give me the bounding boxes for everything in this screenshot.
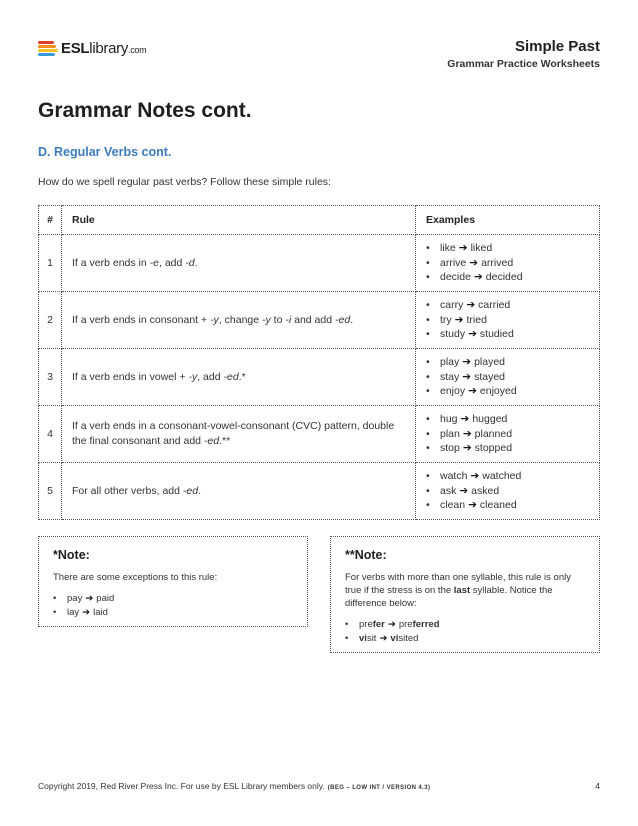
rule-text-part: If a verb ends in a consonant-vowel-consonant (CVC) pattern, double the final consonant and add — [72, 420, 395, 447]
example-item — [426, 298, 589, 313]
example-item — [426, 256, 589, 271]
past-verb: hugged — [472, 413, 508, 426]
past-verb — [399, 619, 440, 630]
arrow-right-icon: ➔ — [460, 413, 470, 426]
example-list — [426, 469, 589, 513]
section-intro: How do we spell regular past verbs? Follow these simple rules: — [38, 176, 331, 188]
rule-examples — [416, 406, 600, 463]
arrow-right-icon: ➔ — [458, 242, 468, 255]
arrow-right-icon: ➔ — [462, 427, 472, 440]
base-verb: play — [440, 356, 460, 369]
example-item — [426, 384, 589, 399]
logo-word: library — [89, 39, 129, 57]
header-rule: Rule — [62, 206, 416, 235]
example-item — [426, 327, 589, 342]
rule-ending: -e — [149, 256, 159, 269]
table-body — [39, 235, 600, 520]
example-item — [426, 441, 589, 456]
rule-examples — [416, 235, 600, 292]
table-header-row — [39, 206, 600, 235]
level-version-tag: (BEG – LOW INT / VERSION 4.3) — [327, 785, 431, 791]
arrow-right-icon: ➔ — [387, 619, 396, 630]
note-body — [345, 571, 585, 645]
rule-text-part: .* — [238, 370, 246, 383]
past-verb: carried — [478, 299, 511, 312]
rule-number: 2 — [39, 292, 62, 349]
rule-text — [62, 235, 416, 292]
example-item — [426, 469, 589, 484]
rule-number: 5 — [39, 463, 62, 520]
example-item — [426, 370, 589, 385]
rule-text-part: .** — [219, 435, 231, 447]
table-row — [39, 463, 600, 520]
past-verb: stopped — [474, 442, 513, 455]
base-verb: watch — [440, 470, 468, 483]
example-list — [426, 412, 589, 456]
list-item — [53, 606, 293, 620]
base-verb: decide — [440, 271, 471, 284]
note-box-stress — [330, 536, 600, 653]
example-item — [426, 241, 589, 256]
logo-brand: ESL — [61, 39, 90, 57]
past-verb: tried — [466, 313, 487, 326]
footer-copyright — [38, 781, 430, 791]
base-verb: arrive — [440, 256, 467, 269]
rule-number: 4 — [39, 406, 62, 463]
page-title: Grammar Notes cont. — [38, 99, 252, 122]
base-verb: try — [440, 313, 452, 326]
past-verb: asked — [471, 484, 500, 497]
book-stack-icon — [38, 39, 58, 57]
stressed-syllable: vi — [390, 632, 399, 644]
note-example-list — [53, 592, 293, 619]
stressed-syllable: vi — [359, 632, 367, 644]
syllable: pre — [359, 619, 373, 630]
rule-ending: -d — [185, 256, 195, 269]
worksheet-subtitle: Grammar Practice Worksheets — [447, 58, 600, 70]
arrow-right-icon: ➔ — [468, 385, 477, 398]
base-verb — [359, 619, 385, 630]
example-list — [426, 298, 589, 342]
worksheet-header — [447, 38, 600, 71]
rule-examples — [416, 349, 600, 406]
past-verb: watched — [482, 470, 522, 483]
arrow-right-icon: ➔ — [462, 370, 472, 383]
base-verb: plan — [440, 427, 460, 440]
example-item — [426, 427, 589, 442]
worksheet-title: Simple Past — [514, 38, 600, 55]
logo-domain: .com — [128, 44, 147, 55]
past-verb: arrived — [481, 256, 514, 269]
note-title: *Note: — [53, 548, 90, 562]
base-verb — [359, 633, 376, 644]
table-row — [39, 235, 600, 292]
base-verb: pay — [67, 593, 83, 604]
rule-number: 3 — [39, 349, 62, 406]
base-verb: stop — [440, 442, 460, 455]
arrow-right-icon: ➔ — [468, 328, 477, 341]
note-text — [345, 571, 585, 610]
rule-text — [62, 349, 416, 406]
note-body — [53, 571, 293, 619]
past-verb: played — [474, 356, 506, 369]
arrow-right-icon: ➔ — [469, 256, 479, 269]
past-verb — [390, 633, 418, 644]
example-item — [426, 355, 589, 370]
past-verb: paid — [96, 593, 115, 604]
example-item — [426, 484, 589, 499]
rule-text-part: If a verb ends in consonant + — [72, 313, 211, 326]
arrow-right-icon: ➔ — [379, 632, 388, 644]
table-row — [39, 349, 600, 406]
syllable: pre — [398, 619, 413, 630]
note-box-exceptions — [38, 536, 308, 627]
base-verb: carry — [440, 299, 464, 312]
header-num: # — [39, 206, 62, 235]
rule-ending: -y — [262, 313, 271, 326]
rule-ending: -ed — [335, 313, 351, 326]
past-verb: stayed — [474, 370, 506, 383]
page-number: 4 — [595, 781, 600, 791]
past-verb: laid — [93, 606, 108, 618]
example-item — [426, 412, 589, 427]
example-item — [426, 270, 589, 285]
past-verb: enjoyed — [479, 385, 517, 398]
rule-text — [62, 292, 416, 349]
rule-ending: -y — [210, 313, 219, 326]
list-item — [345, 632, 585, 646]
arrow-right-icon: ➔ — [468, 499, 477, 512]
rule-text-part: . — [198, 484, 201, 497]
rule-text-part: and add — [291, 313, 335, 326]
rule-text-part: . — [350, 313, 354, 326]
arrow-right-icon: ➔ — [85, 593, 94, 604]
header-examples: Examples — [416, 206, 600, 235]
rule-ending: -ed — [182, 484, 199, 497]
note-text-emphasis: last — [453, 585, 471, 596]
example-item — [426, 498, 589, 513]
base-verb: stay — [440, 370, 460, 383]
rule-text — [62, 406, 416, 463]
past-verb: cleaned — [479, 499, 517, 512]
section-title: D. Regular Verbs cont. — [38, 145, 172, 159]
arrow-right-icon: ➔ — [82, 606, 91, 618]
arrow-right-icon: ➔ — [466, 299, 476, 312]
table-row — [39, 292, 600, 349]
copyright-text: Copyright 2019, Red River Press Inc. For use by ESL Library members only. — [38, 781, 325, 791]
rule-text-part: . — [194, 256, 198, 269]
rule-ending: -ed — [223, 370, 239, 383]
logo-wordmark — [61, 40, 146, 57]
rule-ending: -ed — [203, 435, 220, 447]
arrow-right-icon: ➔ — [454, 313, 464, 326]
esl-library-logo — [38, 37, 146, 59]
example-list — [426, 241, 589, 285]
rule-text-part: to — [270, 313, 286, 326]
arrow-right-icon: ➔ — [473, 271, 483, 284]
list-item — [345, 618, 585, 632]
table-row — [39, 406, 600, 463]
arrow-right-icon: ➔ — [462, 442, 472, 455]
base-verb: enjoy — [440, 385, 466, 398]
rule-ending: -i — [285, 313, 292, 326]
note-example-list — [345, 618, 585, 645]
note-text: There are some exceptions to this rule: — [53, 572, 218, 583]
rule-text-part: For all other verbs, add — [72, 484, 183, 497]
example-item — [426, 313, 589, 328]
rule-number: 1 — [39, 235, 62, 292]
rule-text-part: , add — [158, 256, 186, 269]
arrow-right-icon: ➔ — [462, 356, 472, 369]
syllable: sited — [398, 632, 419, 644]
past-verb: decided — [485, 271, 523, 284]
rule-text — [62, 463, 416, 520]
list-item — [53, 592, 293, 606]
arrow-right-icon: ➔ — [470, 470, 480, 483]
stressed-syllable: ferred — [412, 619, 440, 630]
past-verb: planned — [474, 427, 513, 440]
spelling-rules-table — [38, 205, 600, 520]
note-title: **Note: — [345, 548, 387, 562]
note-text-start: For verbs with more than one syllable, this rule is only true if the stress is on the — [345, 572, 571, 596]
rule-examples — [416, 463, 600, 520]
past-verb: studied — [479, 328, 514, 341]
example-list — [426, 355, 589, 399]
rule-text-part: , add — [197, 370, 224, 383]
base-verb: like — [440, 242, 456, 255]
rule-ending: -y — [188, 370, 198, 383]
base-verb: study — [440, 328, 466, 341]
base-verb: lay — [67, 606, 80, 618]
rule-examples — [416, 292, 600, 349]
rule-text-part: If a verb ends in — [72, 256, 150, 269]
syllable: sit — [366, 632, 377, 644]
base-verb: clean — [440, 499, 466, 512]
arrow-right-icon: ➔ — [459, 484, 469, 497]
rule-text-part: If a verb ends in vowel + — [72, 370, 189, 383]
base-verb: hug — [440, 413, 458, 426]
rule-text-part: , change — [218, 313, 263, 326]
base-verb: ask — [440, 484, 457, 497]
past-verb: liked — [470, 242, 493, 255]
note-text-end: syllable. Notice the difference below: — [345, 585, 553, 609]
stressed-syllable: fer — [372, 619, 385, 630]
